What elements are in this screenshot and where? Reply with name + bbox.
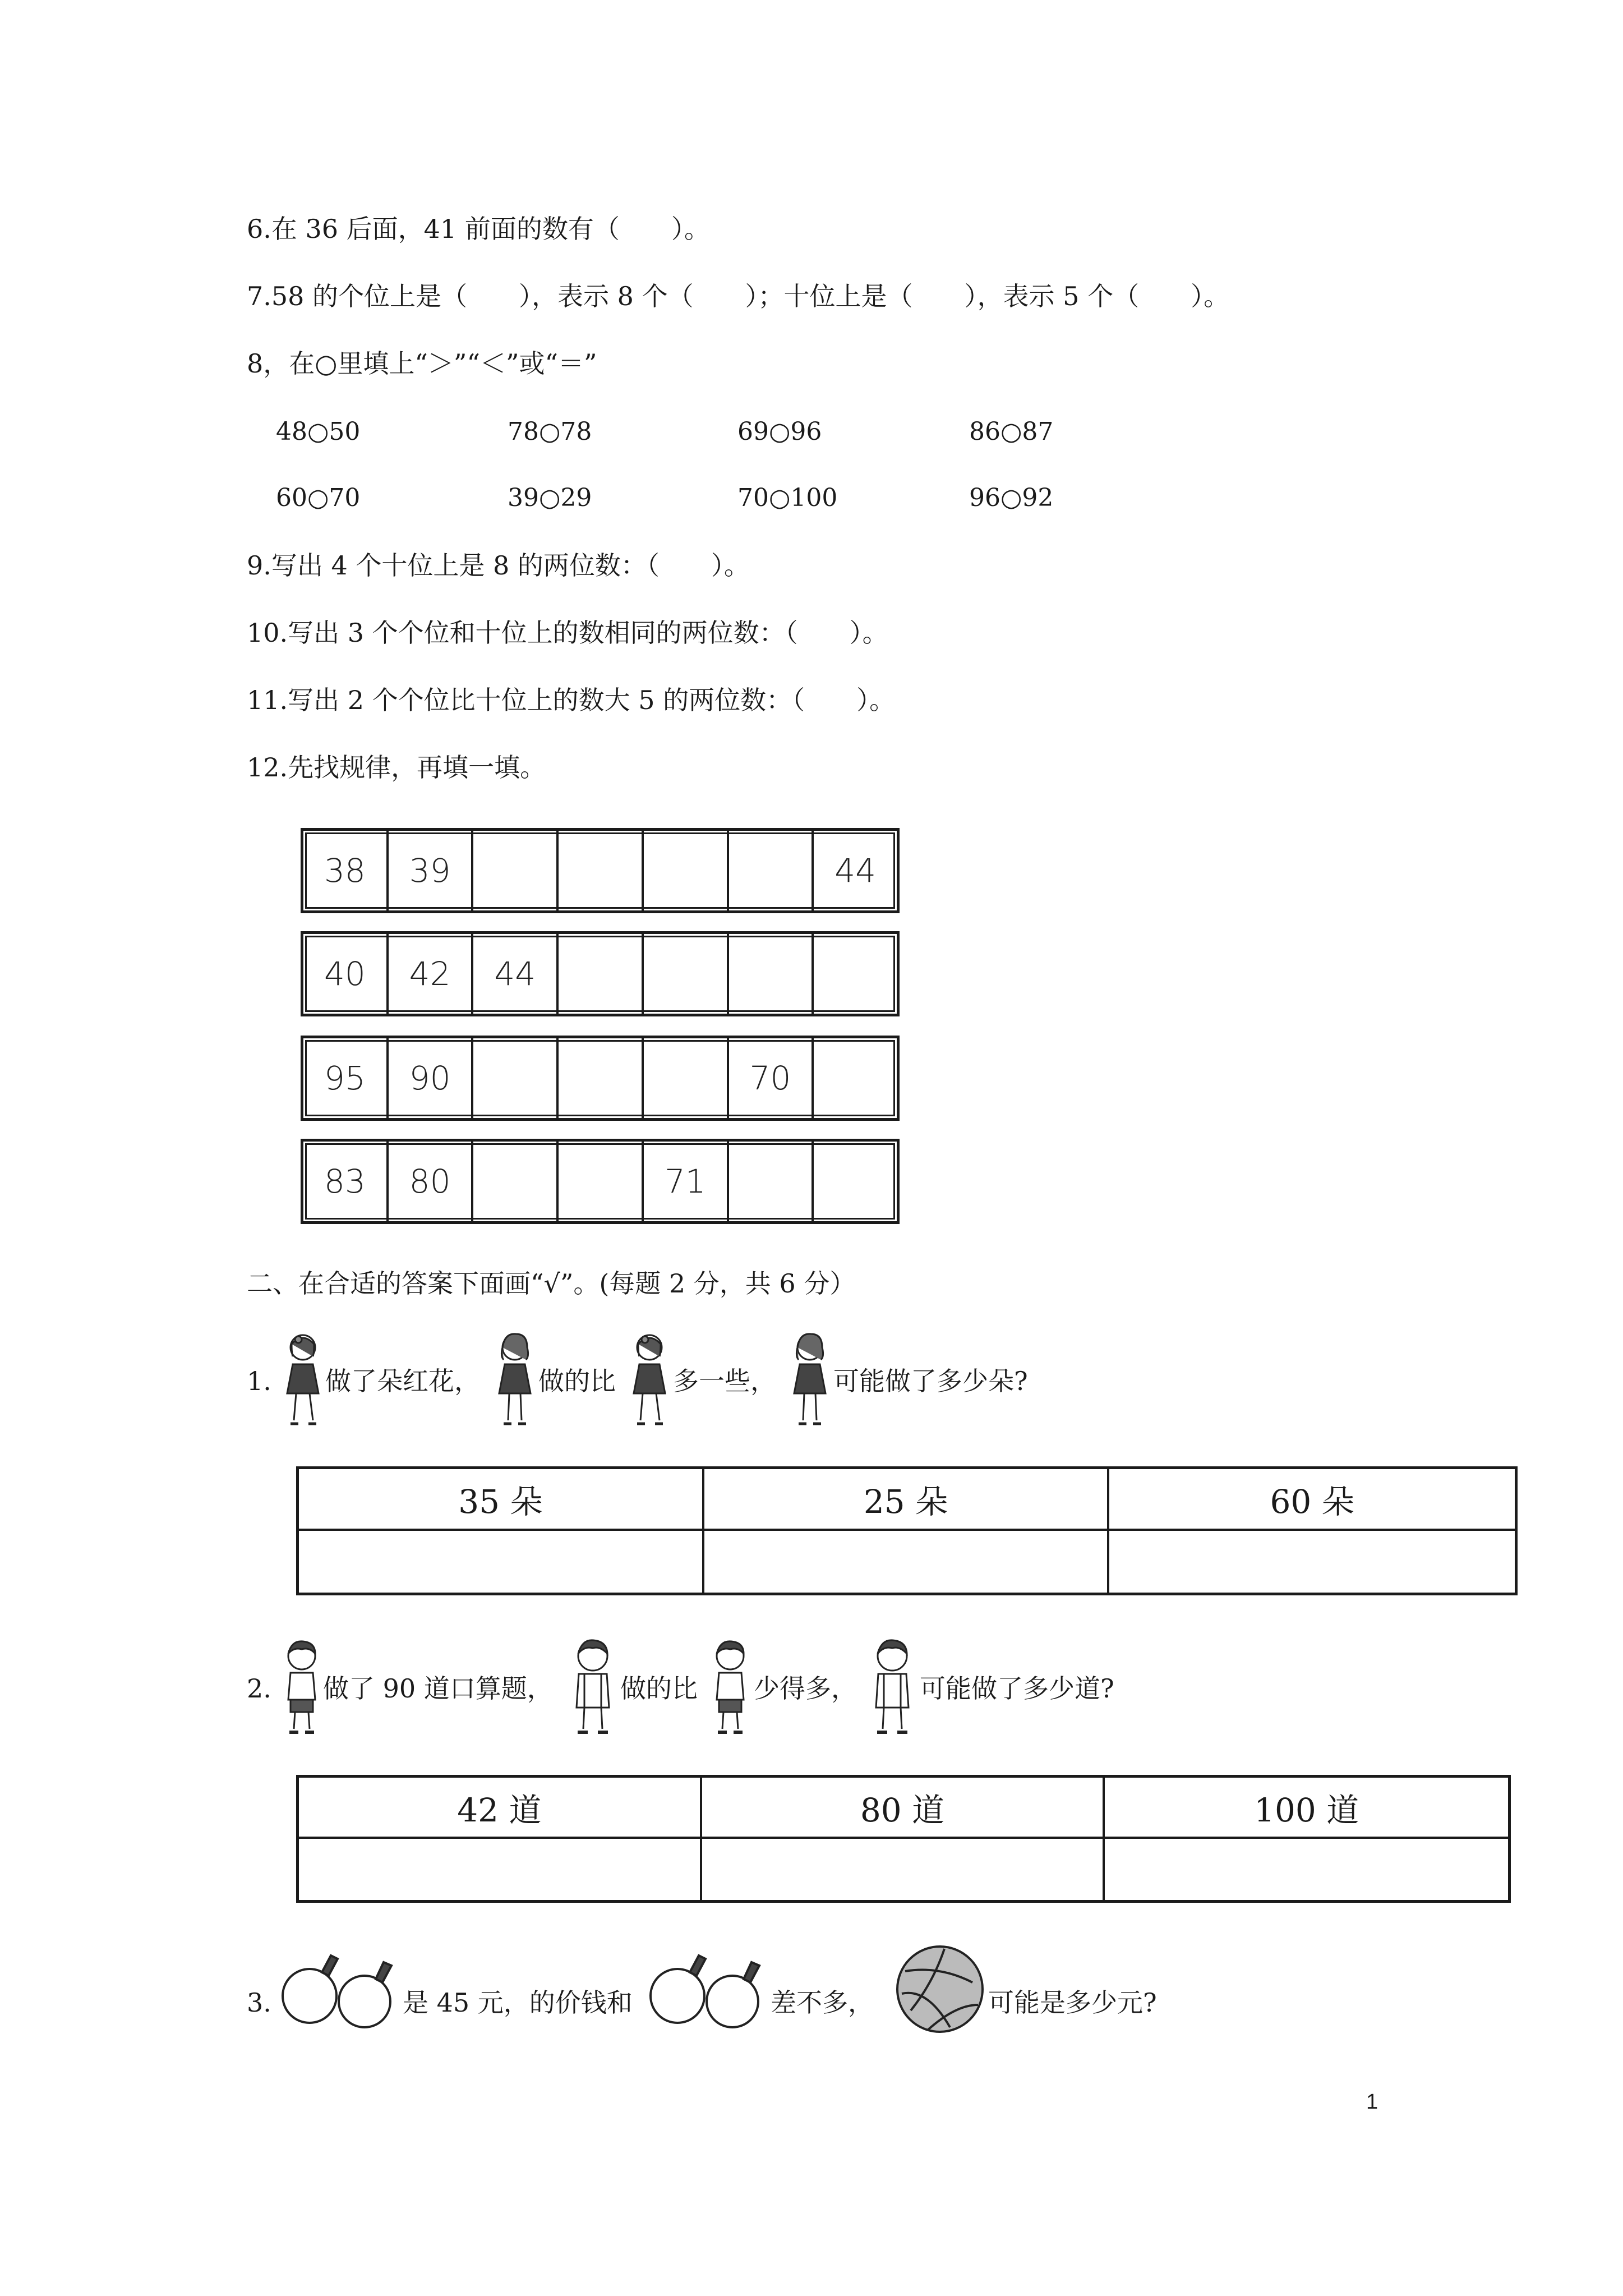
sequence-cell[interactable] [814,934,897,1014]
sequence-row-1 [301,828,900,913]
sequence-cell: 83 [303,1142,389,1221]
problem-2-text-2: 做的比 [620,1673,698,1704]
boy-figure-icon [867,1638,917,1737]
girl-figure-icon [282,1331,324,1429]
sequence-row-2 [301,931,900,1016]
sequence-cell[interactable] [473,831,559,910]
problem-2-text-1: 做了 90 道口算题， [323,1673,553,1704]
page-number: 1 [1366,2090,1378,2114]
girl-figure-icon [494,1331,536,1429]
sequence-row-3 [301,1036,900,1121]
sequence-cell: 70 [729,1038,814,1118]
answer-check-cell[interactable] [299,1531,704,1593]
comparison-item: 48○50 [276,417,361,446]
problem-1-number: 1. [247,1366,271,1396]
problem-1-text-3: 多一些， [673,1366,776,1396]
boy-figure-icon [280,1638,323,1737]
ping-pong-paddles-icon [277,1950,400,2030]
sequence-cell[interactable] [729,934,814,1014]
problem-2-text-4: 可能做了多少道? [920,1673,1114,1704]
answer-option: 80 道 [702,1778,1105,1839]
comparison-item: 39○29 [508,484,592,512]
question-7: 7.58 的个位上是（ ），表示 8 个（ ）；十位上是（ ），表示 5 个（ ）。 [247,281,1230,311]
problem-2-number: 2. [247,1673,271,1704]
answer-option: 35 朵 [299,1469,704,1531]
problem-3-text-2: 差不多， [771,1987,874,2018]
question-12: 12.先找规律，再填一填。 [247,752,546,783]
girl-figure-icon [628,1331,671,1429]
comparison-item: 60○70 [276,484,361,512]
answer-option: 100 道 [1105,1778,1508,1839]
sequence-cell: 80 [389,1142,474,1221]
answer-option: 25 朵 [704,1469,1110,1531]
sequence-cell[interactable] [644,831,729,910]
comparison-item: 78○78 [508,417,592,446]
sequence-cell[interactable] [644,934,729,1014]
sequence-cell[interactable] [814,1142,897,1221]
question-6: 6.在 36 后面，41 前面的数有（ ）。 [247,214,710,244]
comparison-item: 96○92 [969,484,1054,512]
sequence-cell[interactable] [559,831,644,910]
sequence-cell[interactable] [729,1142,814,1221]
sequence-cell: 95 [303,1038,389,1118]
problem-1-text-4: 可能做了多少朵? [833,1366,1028,1396]
problem-3-number: 3. [247,1987,271,2018]
answer-check-cell[interactable] [1105,1839,1508,1900]
question-10: 10.写出 3 个个位和十位上的数相同的两位数：（ ）。 [247,618,888,648]
comparison-item: 70○100 [737,484,838,512]
answer-check-cell[interactable] [702,1839,1105,1900]
sequence-cell[interactable] [559,1142,644,1221]
question-11: 11.写出 2 个个位比十位上的数大 5 的两位数：（ ）。 [247,685,896,715]
volleyball-icon [894,1943,986,2035]
problem-1-answer-table [296,1466,1518,1595]
question-9: 9.写出 4 个十位上是 8 的两位数：（ ）。 [247,550,750,581]
problem-1-text-2: 做的比 [538,1366,616,1396]
sequence-cell[interactable] [559,934,644,1014]
question-8: 8，在○里填上“＞”“＜”或“＝” [247,348,597,379]
sequence-cell: 71 [644,1142,729,1221]
sequence-cell[interactable] [473,1142,559,1221]
problem-2-text-3: 少得多， [754,1673,857,1704]
sequence-cell[interactable] [559,1038,644,1118]
problem-1-text-1: 做了朵红花， [325,1366,480,1396]
answer-option: 60 朵 [1109,1469,1515,1531]
answer-check-cell[interactable] [1109,1531,1515,1593]
problem-3-text-3: 可能是多少元? [988,1987,1157,2018]
sequence-cell: 90 [389,1038,474,1118]
sequence-cell[interactable] [729,831,814,910]
sequence-cell: 40 [303,934,389,1014]
sequence-cell: 42 [389,934,474,1014]
sequence-cell: 39 [389,831,474,910]
comparison-item: 69○96 [737,417,822,446]
sequence-cell[interactable] [814,1038,897,1118]
answer-check-cell[interactable] [704,1531,1110,1593]
sequence-cell: 38 [303,831,389,910]
comparison-item: 86○87 [969,417,1054,446]
boy-figure-icon [568,1638,618,1737]
section-2-title: 二、在合适的答案下面画“√”。(每题 2 分，共 6 分） [247,1268,856,1299]
sequence-cell[interactable] [473,1038,559,1118]
sequence-cell[interactable] [644,1038,729,1118]
sequence-cell: 44 [834,852,877,890]
girl-figure-icon [789,1331,831,1429]
problem-3-text-1: 是 45 元，的价钱和 [403,1987,633,2018]
sequence-cell: 44 [473,934,559,1014]
ping-pong-paddles-icon [645,1950,768,2030]
answer-option: 42 道 [299,1778,702,1839]
problem-2-answer-table [296,1775,1511,1903]
answer-check-cell[interactable] [299,1839,702,1900]
sequence-row-4 [301,1139,900,1224]
boy-figure-icon [709,1638,751,1737]
